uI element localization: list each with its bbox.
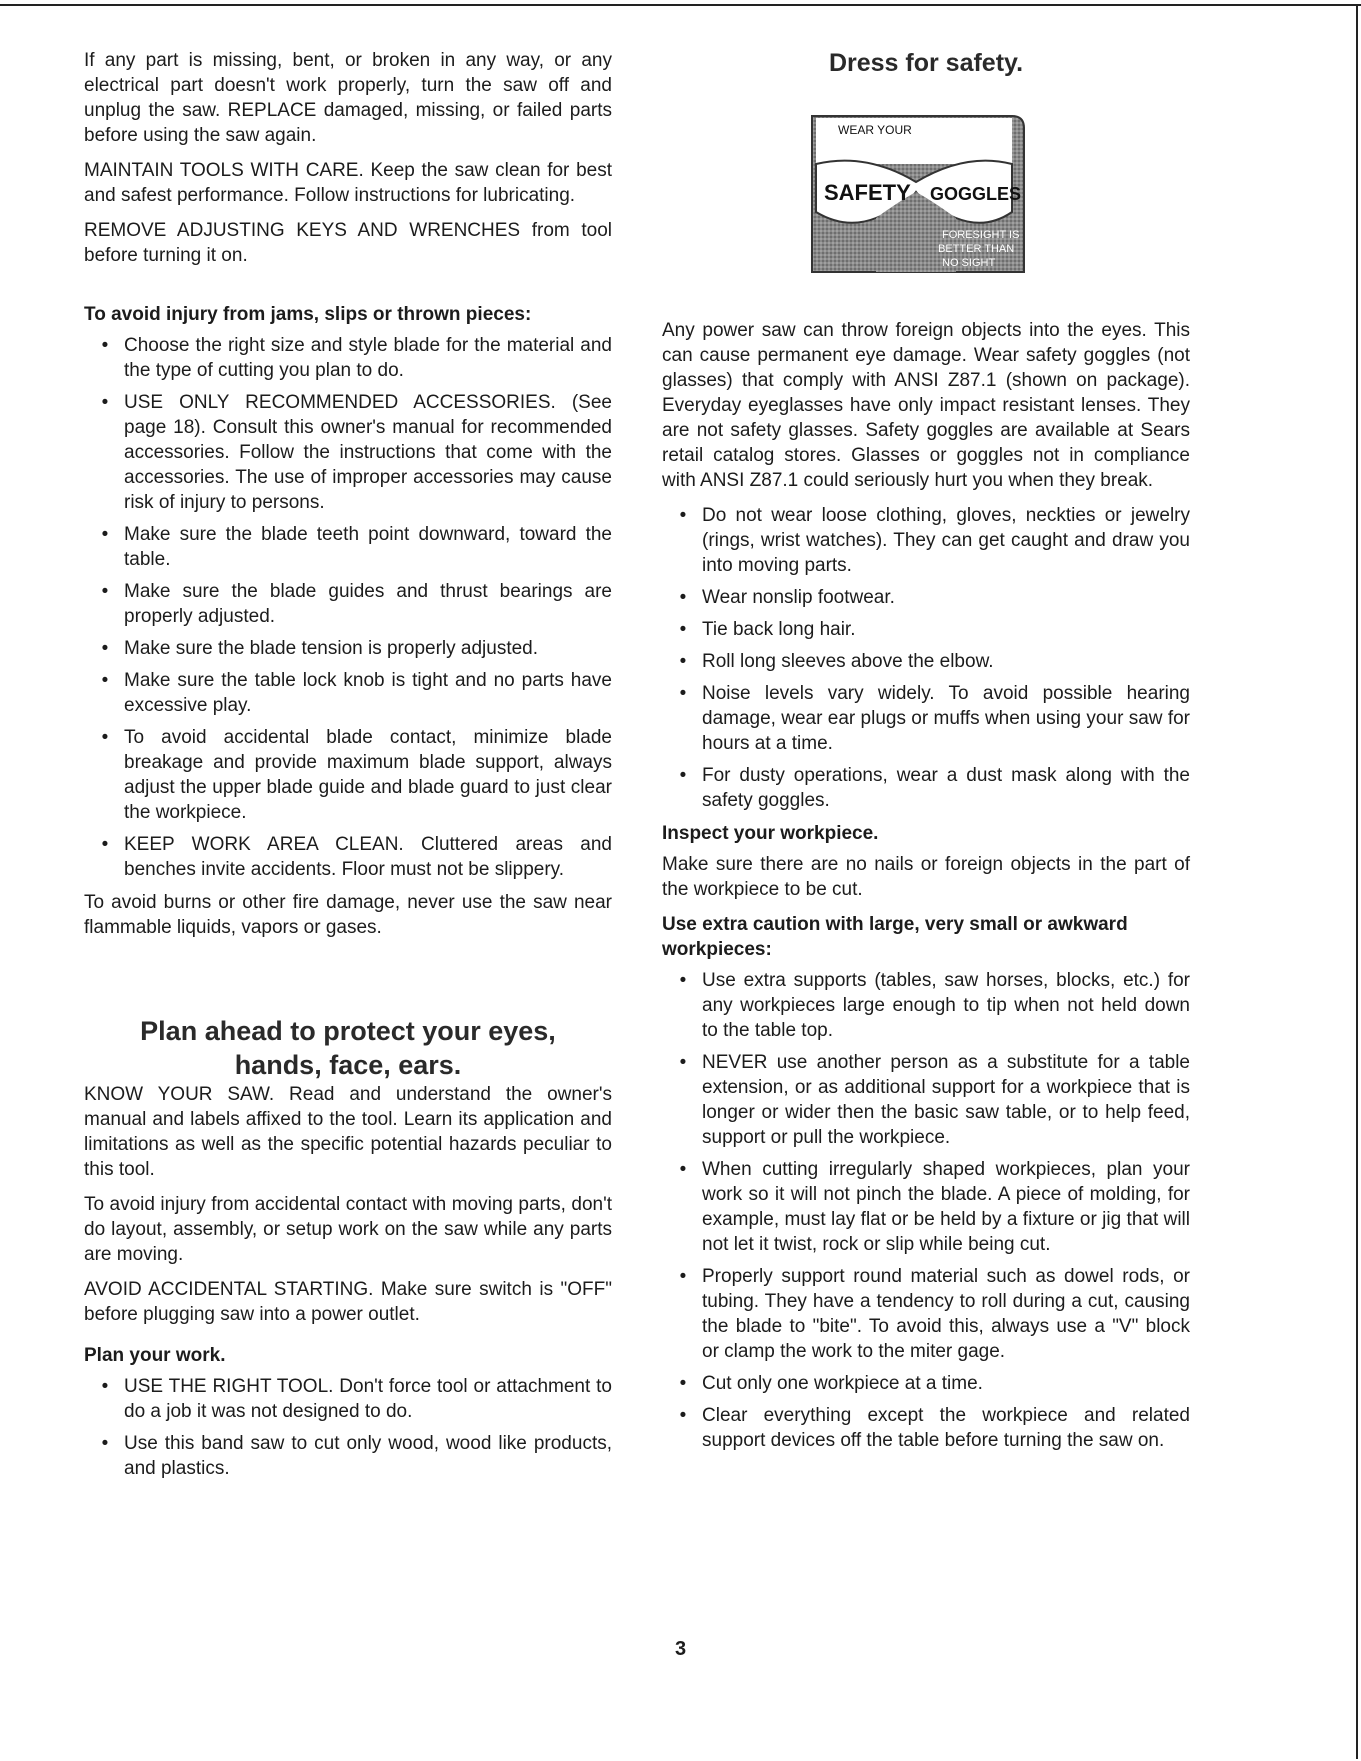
caution-heading: Use extra caution with large, very small or awkward workpieces: xyxy=(662,914,1128,960)
list-item: • Make sure the table lock knob is tight and no parts have excessive play. xyxy=(101,670,612,716)
intro-paragraph-1: If any part is missing, bent, or broken in any way, or any electrical part doesn't work properly, turn the saw off and unplug the saw. REPLACE damaged, missing, or failed parts before using the saw again. xyxy=(84,50,612,146)
list-item: • Make sure the blade teeth point downward, toward the table. xyxy=(101,524,612,570)
left-column xyxy=(84,0,612,1489)
list-item: • KEEP WORK AREA CLEAN. Cluttered areas and benches invite accidents. Floor must not be slippery. xyxy=(101,834,612,880)
svg-text:NO SIGHT: NO SIGHT xyxy=(942,257,996,269)
list-item: • NEVER use another person as a substitute for a table extension, or as additional support for a workpiece that is longer or wider then the basic saw table, or to help feed, support or pull the workpiece. xyxy=(679,1052,1190,1148)
list-item: • Use extra supports (tables, saw horses, blocks, etc.) for any workpieces large enough to tip when not held down to the table top. xyxy=(679,970,1190,1041)
list-item: • To avoid accidental blade contact, minimize blade breakage and provide maximum blade support, always adjust the upper blade guide and blade guard to just clear the workpiece. xyxy=(101,727,612,823)
dress-list xyxy=(662,503,1190,813)
svg-text:BETTER THAN: BETTER THAN xyxy=(938,243,1015,255)
list-item: • Clear everything except the workpiece and related support devices off the table before turning the saw on. xyxy=(679,1405,1190,1451)
plan-ahead-paragraph-3: AVOID ACCIDENTAL STARTING. Make sure switch is "OFF" before plugging saw into a power outlet. xyxy=(84,1279,612,1325)
caution-list xyxy=(662,968,1190,1453)
list-item: • When cutting irregularly shaped workpieces, plan your work so it will not pinch the blade. A piece of molding, for example, must lay flat or be held by a fixture or jig that will not let it twist, rock or slip while being cut. xyxy=(679,1159,1190,1255)
svg-text:FORESIGHT IS: FORESIGHT IS xyxy=(942,229,1020,241)
inspect-paragraph: Make sure there are no nails or foreign objects in the part of the workpiece to be cut. xyxy=(662,854,1190,900)
list-item: • Use this band saw to cut only wood, wood like products, and plastics. xyxy=(101,1433,612,1479)
list-item: • For dusty operations, wear a dust mask along with the safety goggles. xyxy=(679,765,1190,811)
dress-heading: Dress for safety. xyxy=(828,49,1024,77)
svg-text:GOGGLES: GOGGLES xyxy=(930,184,1022,204)
list-item: • Wear nonslip footwear. xyxy=(679,587,895,608)
list-item: • Properly support round material such as dowel rods, or tubing. They have a tendency to roll during a cut, causing the blade to "bite". To avoid this, always use a "V" block or clamp the work to the miter gage. xyxy=(679,1266,1190,1362)
list-item: • Choose the right size and style blade for the material and the type of cutting you plan to do. xyxy=(101,335,612,381)
plan-ahead-paragraph-1: KNOW YOUR SAW. Read and understand the owner's manual and labels affixed to the tool. Learn its application and limitations as well as the specific potential hazards peculiar to this tool. xyxy=(84,1084,612,1180)
safety-goggles-icon xyxy=(806,112,1030,277)
inspect-heading: Inspect your workpiece. xyxy=(662,823,879,844)
plan-work-heading: Plan your work. xyxy=(84,1345,226,1366)
page-border-right xyxy=(1356,4,1358,1759)
intro-paragraph-2: MAINTAIN TOOLS WITH CARE. Keep the saw clean for best and safest performance. Follow instructions for lubricating. xyxy=(84,160,612,206)
page-number: 3 xyxy=(674,1638,687,1660)
plan-ahead-heading-line2: hands, face, ears. xyxy=(234,1050,462,1080)
svg-text:SAFETY: SAFETY xyxy=(824,180,911,205)
list-item: • Noise levels vary widely. To avoid possible hearing damage, wear ear plugs or muffs when using your saw for hours at a time. xyxy=(679,683,1190,754)
jams-heading: To avoid injury from jams, slips or thrown pieces: xyxy=(84,304,532,325)
plan-work-list xyxy=(84,1374,612,1481)
plan-ahead-paragraph-2: To avoid injury from accidental contact with moving parts, don't do layout, assembly, or setup work on the saw while any parts are moving. xyxy=(84,1194,612,1265)
jams-closing: To avoid burns or other fire damage, never use the saw near flammable liquids, vapors or gases. xyxy=(84,892,612,938)
jams-list xyxy=(84,333,612,882)
svg-text:WEAR YOUR: WEAR YOUR xyxy=(838,123,912,137)
list-item: • USE ONLY RECOMMENDED ACCESSORIES. (See page 18). Consult this owner's manual for recommended accessories. Follow the instructions that come with the accessories. The use of improper accessories may cause risk of injury to persons. xyxy=(101,392,612,513)
list-item: • Roll long sleeves above the elbow. xyxy=(679,651,994,672)
list-item: • Cut only one workpiece at a time. xyxy=(679,1373,983,1394)
list-item: • Make sure the blade tension is properly adjusted. xyxy=(101,638,539,659)
intro-paragraph-3: REMOVE ADJUSTING KEYS AND WRENCHES from tool before turning it on. xyxy=(84,220,612,266)
list-item: • Make sure the blade guides and thrust bearings are properly adjusted. xyxy=(101,581,612,627)
list-item: • USE THE RIGHT TOOL. Don't force tool or attachment to do a job it was not designed to do. xyxy=(101,1376,612,1422)
safety-goggles-badge xyxy=(806,112,1030,277)
list-item: • Tie back long hair. xyxy=(679,619,856,640)
dress-paragraph: Any power saw can throw foreign objects into the eyes. This can cause permanent eye damage. Wear safety goggles (not glasses) that comply with ANSI Z87.1 (shown on package). Everyday eyeglasses have only impact resistant lenses. They are not safety glasses. Safety goggles are available at Sears retail catalog stores. Glasses or goggles not in compliance with ANSI Z87.1 could seriously hurt you when they break. xyxy=(662,320,1190,491)
list-item: • Do not wear loose clothing, gloves, neckties or jewelry (rings, wrist watches). They can get caught and draw you into moving parts. xyxy=(679,505,1190,576)
plan-ahead-heading-line1: Plan ahead to protect your eyes, xyxy=(140,1016,556,1046)
